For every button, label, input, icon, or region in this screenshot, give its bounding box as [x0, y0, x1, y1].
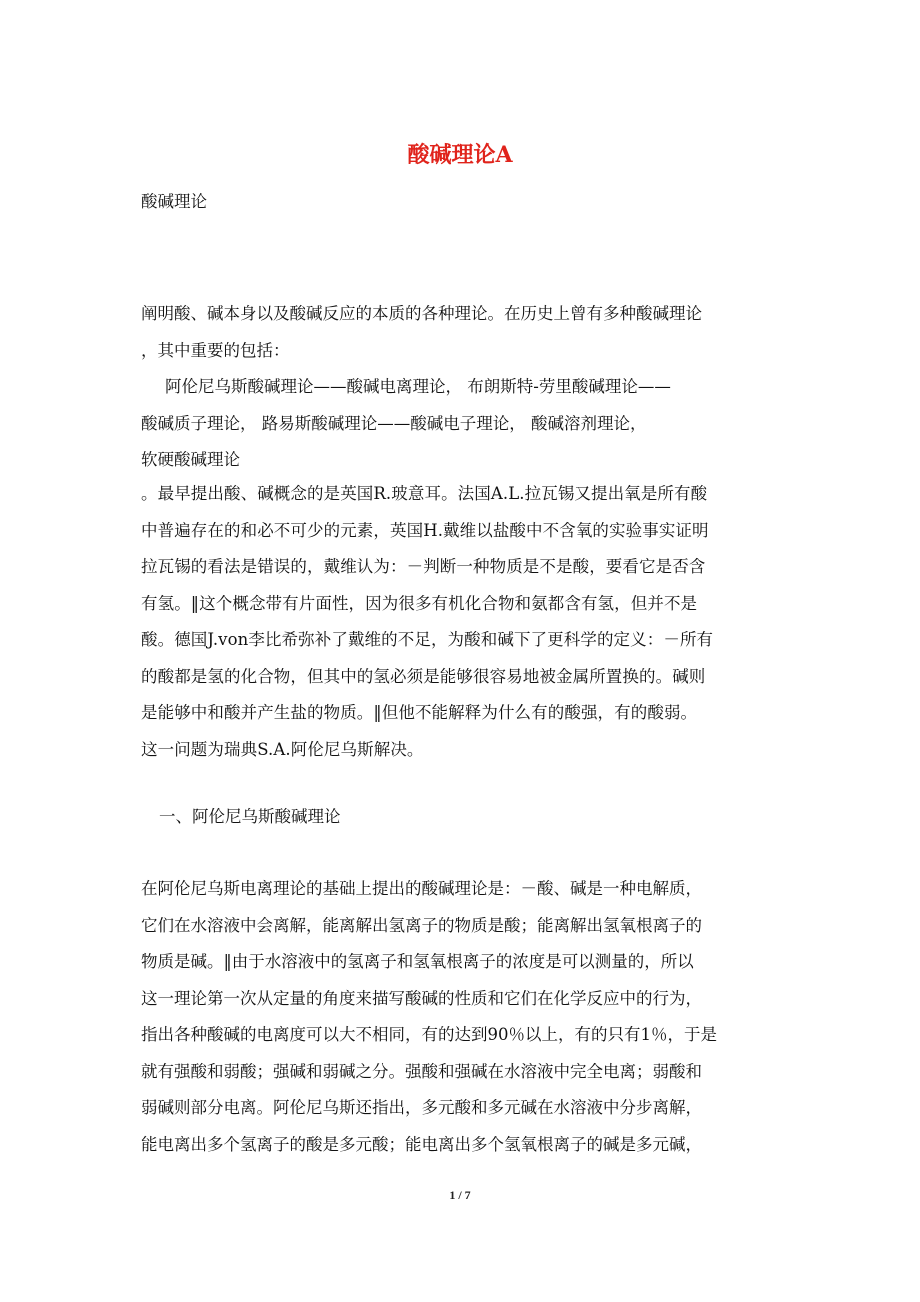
- text-line: 酸。德国J.von李比希弥补了戴维的不足，为酸和碱下了更科学的定义：－所有: [141, 630, 714, 649]
- text-line: 它们在水溶液中会离解，能离解出氢离子的物质是酸；能离解出氢氧根离子的: [141, 915, 702, 935]
- text-line: 这一理论第一次从定量的角度来描写酸碱的性质和它们在化学反应中的行为，: [141, 988, 702, 1008]
- text-line: 是能够中和酸并产生盐的物质。‖但他不能解释为什么有的酸强，有的酸弱。: [141, 703, 698, 722]
- text-line: 有氢。‖这个概念带有片面性，因为很多有机化合物和氨都含有氢，但并不是: [141, 593, 698, 613]
- text-line: 。最早提出酸、碱概念的是英国R.玻意耳。法国A.L.拉瓦锡又提出氧是所有酸: [141, 484, 708, 503]
- text-line: 拉瓦锡的看法是错误的，戴维认为：－判断一种物质是不是酸，要看它是否含: [141, 557, 706, 576]
- text-line: 指出各种酸碱的电离度可以大不相同，有的达到90％以上，有的只有1％，于是: [141, 1025, 717, 1044]
- text-line: 在阿伦尼乌斯电离理论的基础上提出的酸碱理论是：－酸、碱是一种电解质，: [141, 879, 702, 898]
- document-subtitle: 酸碱理论: [141, 192, 207, 211]
- intro-paragraph: [141, 296, 781, 479]
- text-line: 这一问题为瑞典S.A.阿伦尼乌斯解决。: [141, 739, 424, 759]
- text-line: 弱碱则部分电离。阿伦尼乌斯还指出，多元酸和多元碱在水溶液中分步离解，: [141, 1098, 702, 1117]
- text-line: 中普遍存在的和必不可少的元素，英国H.戴维以盐酸中不含氧的实验事实证明: [141, 520, 709, 540]
- text-line: 能电离出多个氢离子的酸是多元酸；能电离出多个氢氧根离子的碱是多元碱，: [141, 1134, 702, 1154]
- page-indicator: 1 / 7: [449, 1188, 471, 1202]
- section-heading: 一、阿伦尼乌斯酸碱理论: [159, 807, 341, 826]
- text-line: 就有强酸和弱酸；强碱和弱碱之分。强酸和强碱在水溶液中完全电离；弱酸和: [141, 1061, 702, 1081]
- text-line: ，其中重要的包括：: [141, 340, 290, 360]
- text-line: 软硬酸碱理论: [141, 450, 240, 469]
- history-paragraph: [141, 476, 781, 768]
- document-title: 酸碱理论A: [407, 142, 513, 168]
- section-paragraph: [141, 871, 781, 1163]
- text-line: 阿伦尼乌斯酸碱理论——酸碱电离理论， 布朗斯特-劳里酸碱理论——: [165, 377, 671, 396]
- text-line: 的酸都是氢的化合物，但其中的氢必须是能够很容易地被金属所置换的。碱则: [141, 666, 706, 686]
- text-line: 酸碱质子理论， 路易斯酸碱理论——酸碱电子理论， 酸碱溶剂理论，: [141, 413, 647, 433]
- text-line: 物质是碱。‖由于水溶液中的氢离子和氢氧根离子的浓度是可以测量的，所以: [141, 952, 694, 971]
- text-line: 阐明酸、碱本身以及酸碱反应的本质的各种理论。在历史上曾有多种酸碱理论: [141, 304, 702, 323]
